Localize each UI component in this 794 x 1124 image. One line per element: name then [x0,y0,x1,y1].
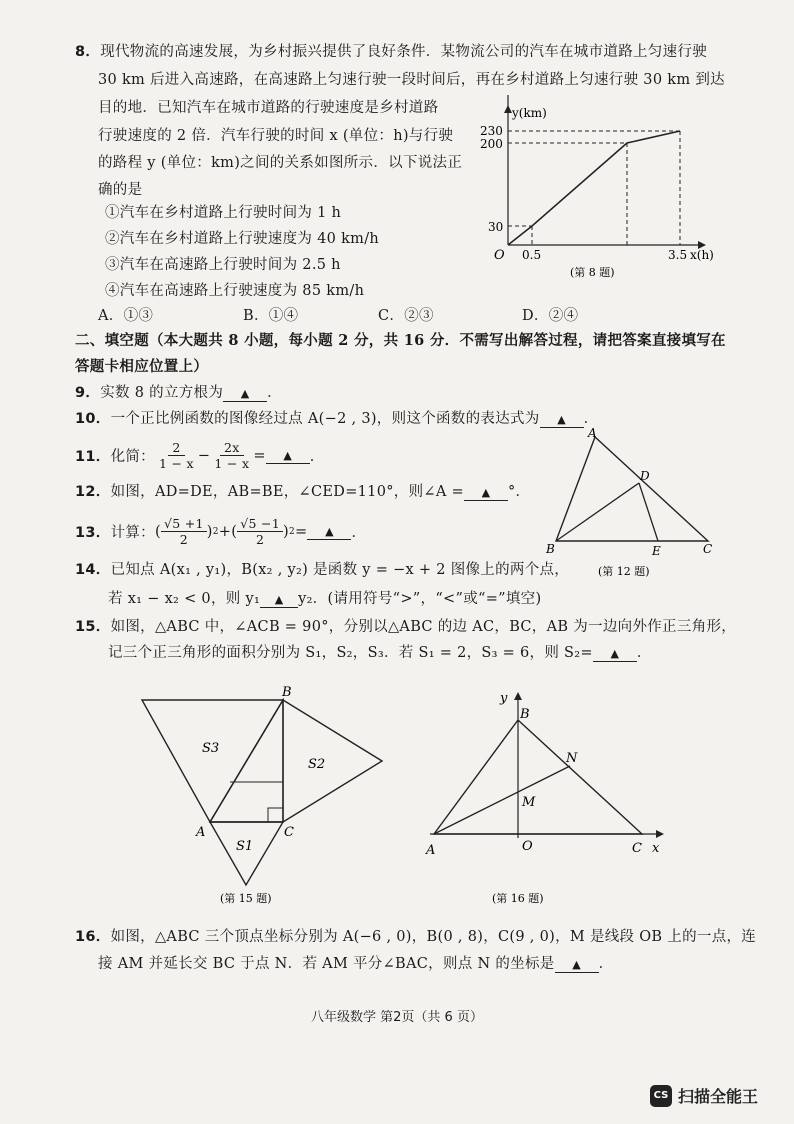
q16-triangle-abc [434,720,642,834]
q13-rparen-1: ) [206,523,213,540]
q13 [75,516,366,547]
q8-line3: 目的地．已知汽车在城市道路的行驶速度是乡村道路 [98,100,439,116]
q12-label-e: E [652,544,661,558]
q16-segment-an [434,766,570,834]
q13-sq-2: 2 [289,526,296,537]
q16-label-b: B [520,707,530,722]
q8-line1 [75,40,707,61]
q13-label: 计算： [110,525,155,541]
q8-xtick-05: 0.5 [522,248,542,262]
q13-t1-den: 2 [179,532,188,547]
q15-label-s2: S2 [308,757,326,772]
q13-eq: = [295,523,308,540]
q12-text: 如图，AD=DE，AB=BE，∠CED=110°，则∠A = [110,484,464,500]
q13-end: ． [351,525,367,541]
q15-text-2: 记三个正三角形的面积分别为 S₁，S₂，S₃．若 S₁ = 2，S₃ = 6，则 S₂= [108,645,593,661]
q8-text-1: 现代物流的高速发展，为乡村振兴提供了良好条件．某物流公司的汽车在城市道路上匀速行驶 [100,44,707,60]
q16-line2 [98,952,613,973]
q16-answer-blank: ▲ [555,956,599,973]
q16-label-m: M [522,795,536,810]
q15-label-c: C [284,825,294,840]
q12-label-d: D [640,469,650,483]
q16-caption: (第 16 题) [492,892,544,905]
q13-term-2 [237,516,283,547]
q16-text-1: 如图，△ABC 三个顶点坐标分别为 A(−6 , 0)，B(0 , 8)，C(9 , 0)，M 是线段 OB 上的一点，连 [110,929,757,945]
scanner-logo [650,1084,758,1107]
q11-eq: = [253,447,266,464]
q12-number: 12． [75,484,111,500]
q16-label-o: O [522,839,533,854]
q16-end: ． [598,956,614,972]
q13-rparen-2: ) [283,523,289,540]
q14-line1 [75,558,569,579]
q13-lparen-1: ( [154,523,161,540]
q11-number: 11． [75,449,111,465]
q16-label-c: C [632,841,642,856]
page-footer: 八年级数学 第2页（共 6 页） [311,1010,483,1025]
q11-f1-num: 2 [168,440,184,456]
q8-origin: O [494,248,505,263]
q13-term-1 [161,516,207,547]
q8-line4: 行驶速度的 2 倍．汽车行驶的时间 x (单位：h)与行驶 [98,128,454,144]
q15-triangle-s2 [283,700,382,822]
q11-answer-blank: ▲ [266,447,310,464]
q16-figure [420,688,670,913]
q11-end: ． [309,449,325,465]
q8-statement-2: ②汽车在乡村道路上行驶速度为 40 km/h [105,231,380,247]
q16-text-2: 接 AM 并延长交 BC 于点 N．若 AM 平分∠BAC，则点 N 的坐标是 [98,956,555,972]
q16-label-n: N [566,751,578,766]
q8-number: 8． [75,44,101,60]
q16-label-y: y [500,691,508,706]
q13-t2-den: 2 [255,532,265,547]
q15-label-a: A [196,825,206,840]
q16-number: 16． [75,929,111,945]
q10-answer-blank: ▲ [540,411,584,428]
q8-xlabel: x(h) [690,248,714,262]
q8-graph-line [508,131,680,245]
q14-text-1: 已知点 A(x₁ , y₁)，B(x₂ , y₂) 是函数 y = −x + 2 图像上的两个点， [110,562,570,578]
q8-line6: 确的是 [98,182,143,198]
q12 [75,480,530,501]
q9-end: ． [267,385,282,401]
q12-label-b: B [546,542,555,556]
q8-option-d: D．②④ [522,308,579,324]
q15-answer-blank: ▲ [593,645,637,662]
q10 [75,407,598,428]
q15-figure [130,680,400,910]
q16-y-arrow-icon [514,692,522,700]
q13-plus: + [218,523,232,540]
section2-heading-line1: 二、填空题（本大题共 8 小题，每小题 2 分，共 16 分．不需写出解答过程，请把答案直接填写在 [75,332,726,349]
q15-label-s3: S3 [202,741,220,756]
q8-ytick-230: 230 [480,124,503,138]
q12-caption: (第 12 题) [598,565,650,578]
q13-t2-num: √5 −1 [237,516,283,532]
q11 [75,440,325,471]
q15-triangle-s3 [142,700,283,822]
q15-line1 [75,615,736,636]
q8-xtick-35: 3.5 [668,248,688,262]
q11-f2-num: 2x [220,440,244,456]
q10-number: 10． [75,411,111,427]
q8-statement-3: ③汽车在高速路上行驶时间为 2.5 h [105,257,341,273]
q13-number: 13． [75,525,111,541]
q15-hypotenuse [210,700,283,822]
q10-text: 一个正比例函数的图像经过点 A(−2 , 3)，则这个函数的表达式为 [110,411,540,427]
q14-text-2b: y₂．(请用符号“>”，“<”或“=”填空) [298,591,542,607]
q11-f2-den: 1 − x [214,456,250,471]
q15-right-angle [268,808,283,822]
q8-ytick-30: 30 [488,220,504,234]
q13-lparen-2: ( [231,523,238,540]
q15-line2 [108,641,652,662]
q8-ytick-200: 200 [480,137,503,151]
q14-number: 14． [75,562,111,578]
scanner-logo-text: 扫描全能王 [678,1087,759,1106]
q13-answer-blank: ▲ [307,523,351,540]
q13-sq-1: 2 [212,526,219,537]
q12-label-a: A [588,426,597,440]
q14-answer-blank: ▲ [260,591,298,608]
q16-label-x: x [652,841,660,856]
q11-label: 化简： [110,449,155,465]
q15-caption: (第 15 题) [220,892,272,905]
q9-answer-blank: ▲ [223,385,267,402]
q14-text-2a: 若 x₁ − x₂ < 0，则 y₁ [108,591,261,607]
q15-label-b: B [282,685,292,700]
q16-x-arrow-icon [656,830,664,838]
q12-label-c: C [703,542,713,556]
q9-text: 实数 8 的立方根为 [100,385,224,401]
q8-caption: (第 8 题) [570,266,615,279]
q11-f1-den: 1 − x [158,456,194,471]
q11-fraction-1 [159,440,194,471]
q8-y-arrow-icon [504,105,512,113]
q8-ylabel: y(km) [512,106,547,120]
camscanner-icon: CS [650,1085,672,1107]
q14-line2 [108,587,541,608]
q8-option-a: A．①③ [98,308,154,324]
q8-line2: 30 km 后进入高速路，在高速路上匀速行驶一段时间后，再在乡村道路上匀速行驶 30 km 到达 [98,72,725,88]
q8-statement-4: ④汽车在高速路上行驶速度为 85 km/h [105,283,365,299]
q12-end: °． [507,484,531,500]
q8-option-b: B．①④ [243,308,299,324]
section2-heading-line2: 答题卡相应位置上） [75,358,209,375]
q16-line1 [75,925,756,946]
q9 [75,381,282,402]
q16-label-a: A [426,843,436,858]
q15-label-s1: S1 [236,839,254,854]
q15-end: ． [636,645,652,661]
q8-option-c: C．②③ [378,308,434,324]
q8-statement-1: ①汽车在乡村道路上行驶时间为 1 h [105,205,342,221]
q10-end: ． [583,411,599,427]
q8-line5: 的路程 y (单位：km)之间的关系如图所示．以下说法正 [98,155,463,171]
q15-number: 15． [75,619,111,635]
q11-minus: − [197,447,211,464]
q12-segment-bd [556,483,639,541]
q13-t1-num: √5 +1 [161,516,207,532]
q12-answer-blank: ▲ [464,484,508,501]
q8-graph [470,95,740,285]
q9-number: 9． [75,385,101,401]
q15-text-1: 如图，△ABC 中，∠ACB = 90°，分别以△ABC 的边 AC，BC，AB 为一边向外作正三角形， [110,619,737,635]
q11-fraction-2 [214,440,249,471]
